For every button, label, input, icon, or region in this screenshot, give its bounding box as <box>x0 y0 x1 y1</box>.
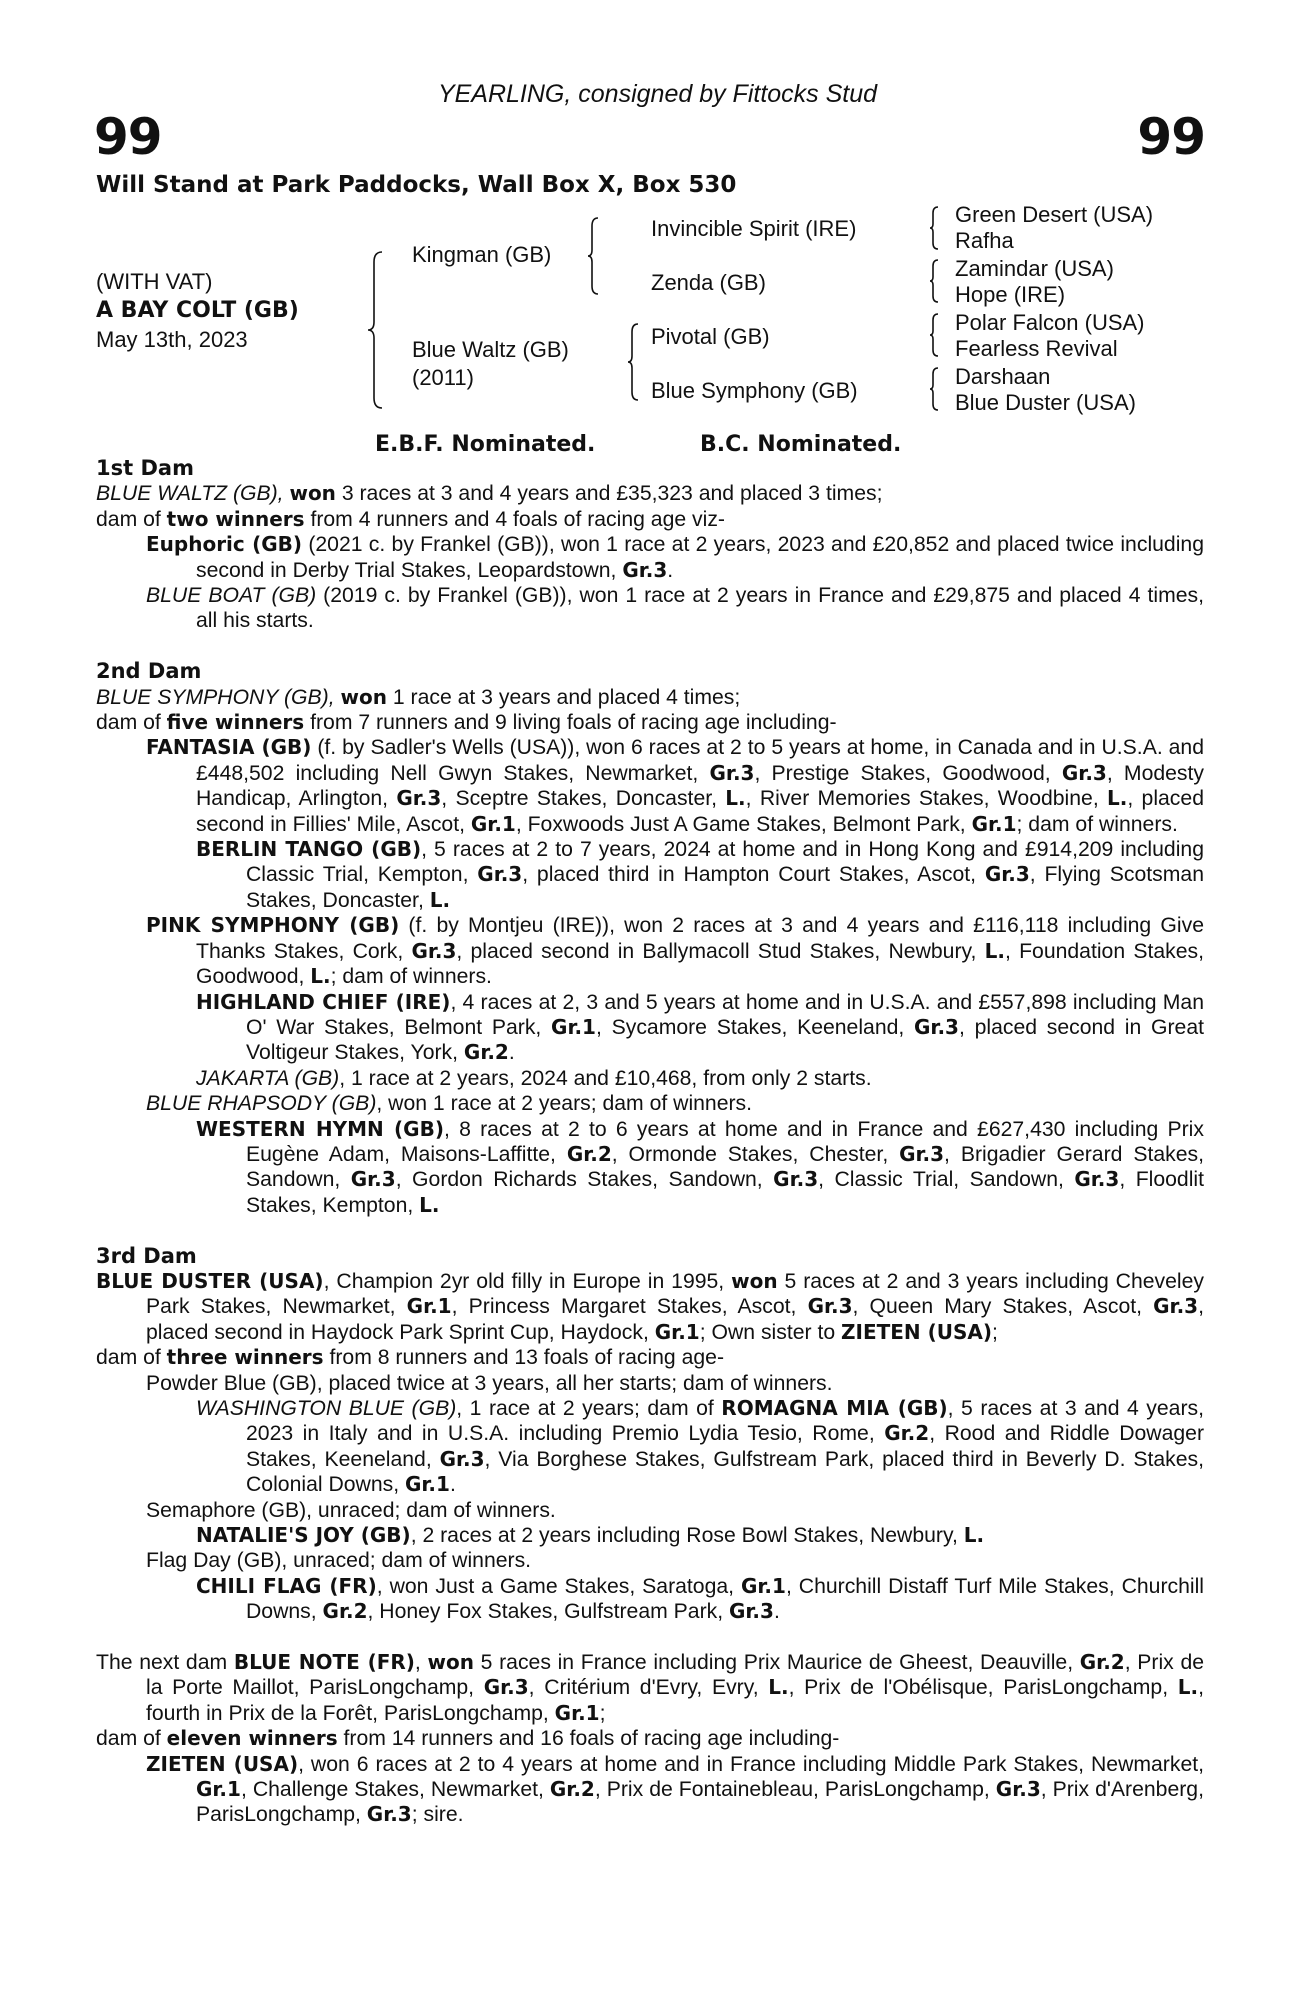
produce-berlin-tango: BERLIN TANGO (GB), 5 races at 2 to 7 years, 2024 at home and in Hong Kong and £914,209 including Classic Trial, Kempton, Gr.3, placed third in Hampton Court Stakes, Ascot, Gr.3, Flying Scotsman Stakes, Doncaster, L. <box>196 837 1204 912</box>
produce-semaphore: Semaphore (GB), unraced; dam of winners. <box>146 1498 556 1522</box>
lot-number-right: 99 <box>1137 108 1205 166</box>
second-dam-record: BLUE SYMPHONY (GB), won 1 race at 3 years and placed 4 times; <box>96 684 741 709</box>
produce-zieten: ZIETEN (USA), won 6 races at 2 to 4 years at home and in France including Middle Park Stakes, Newmarket, Gr.1, Challenge Stakes, Newmarket, Gr.2, Prix de Fontainebleau, ParisLongchamp, Gr.3, Prix d'Arenberg, ParisLongchamp, Gr.3; sire. <box>146 1751 1205 1827</box>
pedigree-brace-g3-3 <box>928 312 940 358</box>
third-dam-heading: 3rd Dam <box>96 1243 197 1268</box>
first-dam-record: BLUE WALTZ (GB), won 3 races at 3 and 4 years and £35,323 and placed 3 times; <box>96 481 883 506</box>
produce-fantasia: FANTASIA (GB) (f. by Sadler's Wells (USA)), won 6 races at 2 to 5 years at home, in Canada and in U.S.A. and £448,502 including Nell Gwyn Stakes, Newmarket, Gr.3, Prestige Stakes, Goodwood, Gr.3, Modesty Handicap, Arlington, Gr.3, Sceptre Stakes, Doncaster, L., River Memories Stakes, Woodbine, L., placed second in Fillies' Mile, Ascot, Gr.1, Foxwoods Just A Game Stakes, Belmont Park, Gr.1; dam of winners. <box>146 735 1204 836</box>
vat-note: (WITH VAT) <box>96 269 213 294</box>
horse-identity <box>96 267 299 354</box>
pedigree-gen3-2: Rafha <box>955 228 1014 253</box>
pedigree-gen3-3: Zamindar (USA) <box>955 256 1114 281</box>
pedigree-gen3-5: Polar Falcon (USA) <box>955 310 1145 335</box>
pedigree-gen2-4: Blue Symphony (GB) <box>651 378 858 403</box>
pedigree-gen2-2: Zenda (GB) <box>651 270 766 295</box>
produce-blue-boat: BLUE BOAT (GB) (2019 c. by Frankel (GB)), won 1 race at 2 years in France and £29,875 and placed 4 times, all his starts. <box>146 584 1204 633</box>
horse-name: A BAY COLT (GB) <box>96 298 299 323</box>
pedigree-dam-year: (2011) <box>412 365 474 390</box>
pedigree-gen3-4: Hope (IRE) <box>955 282 1066 307</box>
bc-nominated: B.C. Nominated. <box>700 432 902 457</box>
pedigree-brace-g3-4 <box>928 366 940 412</box>
produce-flag-day: Flag Day (GB), unraced; dam of winners. <box>146 1549 532 1573</box>
produce-western-hymn: WESTERN HYMN (GB), 8 races at 2 to 6 years at home and in France and £627,430 including Prix Eugène Adam, Maisons-Laffitte, Gr.2, Ormonde Stakes, Chester, Gr.3, Brigadier Gerard Stakes, Sandown, Gr.3, Gordon Richards Stakes, Sandown, Gr.3, Classic Trial, Sandown, Gr.3, Floodlit Stakes, Kempton, L. <box>196 1116 1204 1217</box>
pedigree-sire: Kingman (GB) <box>412 242 552 267</box>
stand-location: Will Stand at Park Paddocks, Wall Box X, Box 530 <box>96 172 737 198</box>
first-dam-heading: 1st Dam <box>96 456 194 480</box>
second-dam-heading: 2nd Dam <box>96 659 202 684</box>
produce-record <box>96 456 1204 1828</box>
next-dam-record: The next dam BLUE NOTE (FR), won 5 races in France including Prix Maurice de Gheest, Deauville, Gr.2, Prix de la Porte Maillot, ParisLongchamp, Gr.3, Critérium d'Evry, Evry, L., Prix de l'Obélisque, ParisLongchamp, L., fourth in Prix de la Forêt, ParisLongchamp, Gr.1; <box>96 1650 1205 1725</box>
consignment-header: YEARLING, consigned by Fittocks Stud <box>437 80 878 108</box>
third-dam-record: BLUE DUSTER (USA), Champion 2yr old filly in Europe in 1995, won 5 races at 2 and 3 years including Cheveley Park Stakes, Newmarket, Gr.1, Princess Margaret Stakes, Ascot, Gr.3, Queen Mary Stakes, Ascot, Gr.3, placed second in Haydock Park Sprint Cup, Haydock, Gr.1; Own sister to ZIETEN (USA); <box>96 1268 1204 1344</box>
pedigree-brace-g3-1 <box>928 205 940 251</box>
produce-natalies-joy: NATALIE'S JOY (GB), 2 races at 2 years including Rose Bowl Stakes, Newbury, L. <box>196 1523 985 1548</box>
produce-chili-flag: CHILI FLAG (FR), won Just a Game Stakes, Saratoga, Gr.1, Churchill Distaff Turf Mile Stakes, Churchill Downs, Gr.2, Honey Fox Stakes, Gulfstream Park, Gr.3. <box>196 1573 1204 1624</box>
pedigree-gen3-6: Fearless Revival <box>955 336 1118 361</box>
pedigree-gen3-1: Green Desert (USA) <box>955 202 1154 227</box>
produce-highland-chief: HIGHLAND CHIEF (IRE), 4 races at 2, 3 and 5 years at home and in U.S.A. and £557,898 including Man O' War Stakes, Belmont Park, Gr.1, Sycamore Stakes, Keeneland, Gr.3, placed second in Great Voltigeur Stakes, York, Gr.2. <box>196 989 1204 1065</box>
pedigree-brace-main <box>366 250 384 410</box>
pedigree-gen2-3: Pivotal (GB) <box>651 324 770 349</box>
next-dam-produce: dam of eleven winners from 14 runners and 16 foals of racing age including- <box>96 1726 840 1751</box>
ebf-nominated: E.B.F. Nominated. <box>375 432 596 457</box>
first-dam-name: BLUE WALTZ (GB), <box>96 482 284 506</box>
produce-washington-blue: WASHINGTON BLUE (GB), 1 race at 2 years; dam of ROMAGNA MIA (GB), 5 races at 3 and 4 years, 2023 in Italy and in U.S.A. including Premio Lydia Tesio, Rome, Gr.2, Rood and Riddle Dowager Stakes, Keeneland, Gr.3, Via Borghese Stakes, Gulfstream Park, placed third in Beverly D. Stakes, Colonial Downs, Gr.1. <box>196 1396 1205 1497</box>
produce-euphoric: Euphoric (GB) (2021 c. by Frankel (GB)), won 1 race at 2 years, 2023 and £20,852 and placed twice including second in Derby Trial Stakes, Leopardstown, Gr.3. <box>146 532 1204 582</box>
produce-pink-symphony: PINK SYMPHONY (GB) (f. by Montjeu (IRE)), won 2 races at 3 and 4 years and £116,118 including Give Thanks Stakes, Cork, Gr.3, placed second in Ballymacoll Stud Stakes, Newbury, L., Foundation Stakes, Goodwood, L.; dam of winners. <box>146 913 1204 989</box>
produce-blue-rhapsody: BLUE RHAPSODY (GB), won 1 race at 2 years; dam of winners. <box>146 1092 753 1116</box>
pedigree-gen3-8: Blue Duster (USA) <box>955 390 1136 415</box>
pedigree-brace-sire <box>586 216 600 296</box>
pedigree-brace-dam <box>626 322 640 402</box>
pedigree-gen2-1: Invincible Spirit (IRE) <box>651 216 857 241</box>
pedigree-gen3-7: Darshaan <box>955 364 1051 389</box>
third-dam-produce: dam of three winners from 8 runners and 13 foals of racing age- <box>96 1345 725 1370</box>
pedigree-brace-g3-2 <box>928 258 940 304</box>
produce-jakarta: JAKARTA (GB), 1 race at 2 years, 2024 and £10,468, from only 2 starts. <box>196 1066 872 1090</box>
second-dam-produce: dam of five winners from 7 runners and 9 living foals of racing age including- <box>96 710 837 735</box>
produce-powder-blue: Powder Blue (GB), placed twice at 3 years, all her starts; dam of winners. <box>146 1371 833 1395</box>
first-dam-produce: dam of two winners from 4 runners and 4 foals of racing age viz- <box>96 506 725 531</box>
pedigree-dam: Blue Waltz (GB) <box>412 337 569 362</box>
foaling-date: May 13th, 2023 <box>96 327 248 352</box>
lot-number-left: 99 <box>94 108 162 166</box>
